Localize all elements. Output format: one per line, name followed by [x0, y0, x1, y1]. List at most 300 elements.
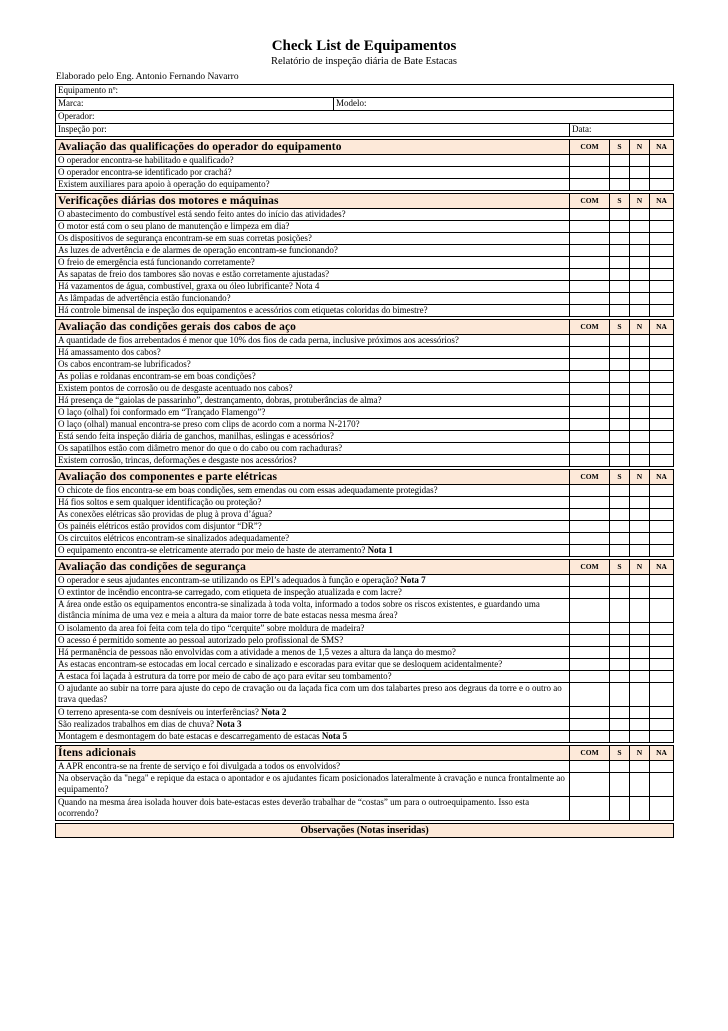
checklist-row	[56, 497, 674, 509]
col-s-header: S	[610, 140, 630, 155]
section-header	[56, 560, 674, 575]
marca-field[interactable]: Marca:	[56, 98, 334, 111]
n-checkbox-cell[interactable]	[630, 659, 650, 671]
question-text: Há controle bimensal de inspeção dos equipamentos e acessórios com etiquetas coloridas do bimestre?	[58, 305, 428, 315]
question-cell	[56, 635, 570, 647]
n-checkbox-cell[interactable]	[630, 545, 650, 557]
s-checkbox-cell[interactable]	[610, 383, 630, 395]
n-checkbox-cell[interactable]	[630, 761, 650, 773]
checklist-row	[56, 269, 674, 281]
question-cell	[56, 659, 570, 671]
n-checkbox-cell[interactable]	[630, 257, 650, 269]
com-cell[interactable]	[570, 509, 610, 521]
n-checkbox-cell[interactable]	[630, 575, 650, 587]
s-checkbox-cell[interactable]	[610, 509, 630, 521]
com-cell[interactable]	[570, 647, 610, 659]
info-table	[55, 84, 674, 137]
com-cell[interactable]	[570, 209, 610, 221]
s-checkbox-cell[interactable]	[610, 575, 630, 587]
checklist-row	[56, 683, 674, 707]
com-cell[interactable]	[570, 797, 610, 821]
na-checkbox-cell[interactable]	[650, 359, 674, 371]
com-cell[interactable]	[570, 371, 610, 383]
com-cell[interactable]	[570, 221, 610, 233]
checklist-row	[56, 257, 674, 269]
n-checkbox-cell[interactable]	[630, 797, 650, 821]
n-checkbox-cell[interactable]	[630, 455, 650, 467]
checklist-row	[56, 671, 674, 683]
question-text: O motor está com o seu plano de manutenção e limpeza em dia?	[58, 221, 290, 231]
n-checkbox-cell[interactable]	[630, 347, 650, 359]
checklist-row	[56, 575, 674, 587]
na-checkbox-cell[interactable]	[650, 443, 674, 455]
question-text: Montagem e desmontagem do bate estacas e descarregamento de estacas	[58, 731, 320, 741]
s-checkbox-cell[interactable]	[610, 155, 630, 167]
checklist-row	[56, 407, 674, 419]
question-cell	[56, 167, 570, 179]
s-checkbox-cell[interactable]	[610, 623, 630, 635]
com-cell[interactable]	[570, 305, 610, 317]
checklist-row	[56, 521, 674, 533]
n-checkbox-cell[interactable]	[630, 245, 650, 257]
question-cell	[56, 383, 570, 395]
na-checkbox-cell[interactable]	[650, 419, 674, 431]
nota-ref: Nota 7	[400, 575, 426, 585]
na-checkbox-cell[interactable]	[650, 455, 674, 467]
equipamento-field[interactable]: Equipamento nº:	[56, 85, 674, 98]
s-checkbox-cell[interactable]	[610, 647, 630, 659]
com-cell[interactable]	[570, 485, 610, 497]
na-checkbox-cell[interactable]	[650, 347, 674, 359]
checklist-row	[56, 635, 674, 647]
com-cell[interactable]	[570, 281, 610, 293]
na-checkbox-cell[interactable]	[650, 521, 674, 533]
n-checkbox-cell[interactable]	[630, 521, 650, 533]
checklist-row	[56, 359, 674, 371]
col-na-header: NA	[650, 560, 674, 575]
n-checkbox-cell[interactable]	[630, 719, 650, 731]
com-cell[interactable]	[570, 233, 610, 245]
question-text: As polias e roldanas encontram-se em boas condições?	[58, 371, 256, 381]
question-text: Está sendo feita inspeção diária de ganchos, manilhas, eslingas e acessórios?	[58, 431, 334, 441]
com-cell[interactable]	[570, 521, 610, 533]
s-checkbox-cell[interactable]	[610, 587, 630, 599]
col-n-header: N	[630, 560, 650, 575]
com-cell[interactable]	[570, 575, 610, 587]
checklist-table	[55, 137, 674, 838]
na-checkbox-cell[interactable]	[650, 623, 674, 635]
com-cell[interactable]	[570, 671, 610, 683]
n-checkbox-cell[interactable]	[630, 647, 650, 659]
question-cell	[56, 773, 570, 797]
s-checkbox-cell[interactable]	[610, 257, 630, 269]
question-cell	[56, 521, 570, 533]
question-text: A quantidade de fios arrebentados é menor que 10% dos fios de cada perna, inclusive próximos aos acessórios?	[58, 335, 459, 345]
s-checkbox-cell[interactable]	[610, 521, 630, 533]
s-checkbox-cell[interactable]	[610, 485, 630, 497]
question-cell	[56, 587, 570, 599]
com-cell[interactable]	[570, 587, 610, 599]
na-checkbox-cell[interactable]	[650, 719, 674, 731]
modelo-field[interactable]: Modelo:	[334, 98, 674, 111]
na-checkbox-cell[interactable]	[650, 155, 674, 167]
col-na-header: NA	[650, 470, 674, 485]
n-checkbox-cell[interactable]	[630, 221, 650, 233]
na-checkbox-cell[interactable]	[650, 257, 674, 269]
na-checkbox-cell[interactable]	[650, 647, 674, 659]
na-checkbox-cell[interactable]	[650, 533, 674, 545]
question-cell	[56, 419, 570, 431]
na-checkbox-cell[interactable]	[650, 497, 674, 509]
question-text: Há permanência de pessoas não envolvidas com a atividade a menos de 1,5 vezes a altura da lança do mesmo?	[58, 647, 456, 657]
col-na-header: NA	[650, 194, 674, 209]
na-checkbox-cell[interactable]	[650, 383, 674, 395]
checklist-row	[56, 383, 674, 395]
na-checkbox-cell[interactable]	[650, 407, 674, 419]
n-checkbox-cell[interactable]	[630, 707, 650, 719]
question-text: Há presença de “gaiolas de passarinho”, destrançamento, dobras, protuberâncias de alma?	[58, 395, 382, 405]
section-title: Ítens adicionais	[56, 746, 570, 761]
s-checkbox-cell[interactable]	[610, 371, 630, 383]
question-cell	[56, 269, 570, 281]
checklist-row	[56, 371, 674, 383]
na-checkbox-cell[interactable]	[650, 587, 674, 599]
n-checkbox-cell[interactable]	[630, 269, 650, 281]
na-checkbox-cell[interactable]	[650, 707, 674, 719]
com-cell[interactable]	[570, 599, 610, 623]
n-checkbox-cell[interactable]	[630, 371, 650, 383]
col-n-header: N	[630, 470, 650, 485]
checklist-row	[56, 233, 674, 245]
question-text: A área onde estão os equipamentos encontra-se sinalizada à toda volta, informado a todos sobre os riscos existentes, e guardando uma distância mínima de uma vez e meia a altura da maior torre de bate estacas nessa mesma área?	[58, 599, 540, 620]
na-checkbox-cell[interactable]	[650, 659, 674, 671]
s-checkbox-cell[interactable]	[610, 443, 630, 455]
n-checkbox-cell[interactable]	[630, 359, 650, 371]
na-checkbox-cell[interactable]	[650, 167, 674, 179]
section-title: Avaliação dos componentes e parte elétricas	[56, 470, 570, 485]
question-cell	[56, 545, 570, 557]
com-cell[interactable]	[570, 155, 610, 167]
com-cell[interactable]	[570, 533, 610, 545]
question-text: O isolamento da area foi feita com tela do tipo “cerquite” sobre moldura de madeira?	[58, 623, 365, 633]
question-cell	[56, 155, 570, 167]
s-checkbox-cell[interactable]	[610, 635, 630, 647]
com-cell[interactable]	[570, 443, 610, 455]
col-s-header: S	[610, 320, 630, 335]
com-cell[interactable]	[570, 761, 610, 773]
page-title: Check List de Equipamentos	[271, 38, 457, 54]
question-cell	[56, 509, 570, 521]
na-checkbox-cell[interactable]	[650, 545, 674, 557]
s-checkbox-cell[interactable]	[610, 221, 630, 233]
com-cell[interactable]	[570, 257, 610, 269]
checklist-row	[56, 647, 674, 659]
com-cell[interactable]	[570, 335, 610, 347]
section-header	[56, 140, 674, 155]
s-checkbox-cell[interactable]	[610, 209, 630, 221]
na-checkbox-cell[interactable]	[650, 509, 674, 521]
col-na-header: NA	[650, 320, 674, 335]
checklist-row	[56, 773, 674, 797]
question-text: O acesso é permitido somente ao pessoal autorizado pelo profissional de SMS?	[58, 635, 344, 645]
na-checkbox-cell[interactable]	[650, 671, 674, 683]
na-checkbox-cell[interactable]	[650, 221, 674, 233]
com-cell[interactable]	[570, 659, 610, 671]
s-checkbox-cell[interactable]	[610, 773, 630, 797]
na-checkbox-cell[interactable]	[650, 179, 674, 191]
s-checkbox-cell[interactable]	[610, 683, 630, 707]
com-cell[interactable]	[570, 431, 610, 443]
n-checkbox-cell[interactable]	[630, 233, 650, 245]
question-cell	[56, 233, 570, 245]
na-checkbox-cell[interactable]	[650, 305, 674, 317]
question-text: O laço (olhal) manual encontra-se preso com clips de acordo com a norma N-2170?	[58, 419, 360, 429]
n-checkbox-cell[interactable]	[630, 635, 650, 647]
na-checkbox-cell[interactable]	[650, 233, 674, 245]
com-cell[interactable]	[570, 179, 610, 191]
na-checkbox-cell[interactable]	[650, 431, 674, 443]
question-text: Os cabos encontram-se lubrificados?	[58, 359, 191, 369]
n-checkbox-cell[interactable]	[630, 305, 650, 317]
na-checkbox-cell[interactable]	[650, 293, 674, 305]
s-checkbox-cell[interactable]	[610, 659, 630, 671]
s-checkbox-cell[interactable]	[610, 293, 630, 305]
question-cell	[56, 575, 570, 587]
com-cell[interactable]	[570, 707, 610, 719]
s-checkbox-cell[interactable]	[610, 599, 630, 623]
s-checkbox-cell[interactable]	[610, 707, 630, 719]
question-cell	[56, 647, 570, 659]
na-checkbox-cell[interactable]	[650, 281, 674, 293]
col-n-header: N	[630, 320, 650, 335]
question-text: Na observação da "nega" e repique da estaca o apontador e os ajudantes ficam posicionados lateralmente à cravação e nunca frontalmente ao equipamento?	[58, 773, 565, 794]
com-cell[interactable]	[570, 383, 610, 395]
s-checkbox-cell[interactable]	[610, 245, 630, 257]
checklist-row	[56, 485, 674, 497]
com-cell[interactable]	[570, 419, 610, 431]
col-na-header: NA	[650, 140, 674, 155]
author-line: Elaborado pelo Eng. Antonio Fernando Navarro	[56, 72, 239, 82]
na-checkbox-cell[interactable]	[650, 773, 674, 797]
nota-ref: Nota 2	[261, 707, 287, 717]
na-checkbox-cell[interactable]	[650, 245, 674, 257]
question-text: Os dispositivos de segurança encontram-se em suas corretas posições?	[58, 233, 312, 243]
com-cell[interactable]	[570, 623, 610, 635]
question-cell	[56, 257, 570, 269]
col-com-header: COM	[570, 560, 610, 575]
s-checkbox-cell[interactable]	[610, 167, 630, 179]
question-text: Há vazamentos de água, combustível, graxa ou óleo lubrificante? Nota 4	[58, 281, 320, 291]
section-header	[56, 746, 674, 761]
question-cell	[56, 719, 570, 731]
col-com-header: COM	[570, 746, 610, 761]
n-checkbox-cell[interactable]	[630, 419, 650, 431]
checklist-row	[56, 179, 674, 191]
col-s-header: S	[610, 194, 630, 209]
s-checkbox-cell[interactable]	[610, 335, 630, 347]
s-checkbox-cell[interactable]	[610, 419, 630, 431]
question-text: O chicote de fios encontra-se em boas condições, sem emendas ou com essas adequadamente protegidas?	[58, 485, 438, 495]
n-checkbox-cell[interactable]	[630, 293, 650, 305]
com-cell[interactable]	[570, 455, 610, 467]
na-checkbox-cell[interactable]	[650, 797, 674, 821]
checklist-row	[56, 443, 674, 455]
section-title: Avaliação das condições de segurança	[56, 560, 570, 575]
col-n-header: N	[630, 140, 650, 155]
question-text: O ajudante ao subir na torre para ajuste do cepo de cravação ou da laçada fica com um dos talabartes preso aos degraus da torre e o outro ao trava quedas?	[58, 683, 562, 704]
col-n-header: N	[630, 746, 650, 761]
question-cell	[56, 371, 570, 383]
n-checkbox-cell[interactable]	[630, 335, 650, 347]
question-text: O abastecimento do combustível está sendo feito antes do início das atividades?	[58, 209, 346, 219]
na-checkbox-cell[interactable]	[650, 683, 674, 707]
checklist-row	[56, 167, 674, 179]
n-checkbox-cell[interactable]	[630, 623, 650, 635]
s-checkbox-cell[interactable]	[610, 455, 630, 467]
na-checkbox-cell[interactable]	[650, 731, 674, 743]
question-cell	[56, 797, 570, 821]
s-checkbox-cell[interactable]	[610, 395, 630, 407]
checklist-row	[56, 509, 674, 521]
na-checkbox-cell[interactable]	[650, 485, 674, 497]
question-text: O equipamento encontra-se eletricamente aterrado por meio de haste de aterramento?	[58, 545, 366, 555]
na-checkbox-cell[interactable]	[650, 635, 674, 647]
com-cell[interactable]	[570, 407, 610, 419]
s-checkbox-cell[interactable]	[610, 407, 630, 419]
section-header	[56, 320, 674, 335]
n-checkbox-cell[interactable]	[630, 209, 650, 221]
question-text: Quando na mesma área isolada houver dois bate-estacas estes deverão trabalhar de “costas” um para o outroequipamento. Isso esta ocorrendo?	[58, 797, 530, 818]
s-checkbox-cell[interactable]	[610, 761, 630, 773]
question-text: As sapatas de freio dos tambores são novas e estão corretamente ajustadas?	[58, 269, 330, 279]
s-checkbox-cell[interactable]	[610, 719, 630, 731]
com-cell[interactable]	[570, 245, 610, 257]
col-na-header: NA	[650, 746, 674, 761]
col-s-header: S	[610, 746, 630, 761]
n-checkbox-cell[interactable]	[630, 731, 650, 743]
na-checkbox-cell[interactable]	[650, 371, 674, 383]
checklist-row	[56, 209, 674, 221]
com-cell[interactable]	[570, 347, 610, 359]
question-cell	[56, 761, 570, 773]
na-checkbox-cell[interactable]	[650, 269, 674, 281]
com-cell[interactable]	[570, 293, 610, 305]
na-checkbox-cell[interactable]	[650, 575, 674, 587]
checklist-row	[56, 659, 674, 671]
com-cell[interactable]	[570, 545, 610, 557]
com-cell[interactable]	[570, 269, 610, 281]
question-text: Existem auxiliares para apoio à operação do equipamento?	[58, 179, 270, 189]
s-checkbox-cell[interactable]	[610, 431, 630, 443]
s-checkbox-cell[interactable]	[610, 731, 630, 743]
nota-ref: Nota 3	[216, 719, 242, 729]
com-cell[interactable]	[570, 635, 610, 647]
n-checkbox-cell[interactable]	[630, 773, 650, 797]
question-text: As luzes de advertência e de alarmes de operação encontram-se funcionando?	[58, 245, 338, 255]
inspecao-field[interactable]: Inspeção por:	[56, 124, 570, 137]
com-cell[interactable]	[570, 683, 610, 707]
checklist-row	[56, 533, 674, 545]
page-subtitle: Relatório de inspeção diária de Bate Estacas	[270, 56, 457, 67]
observacoes-header: Observações (Notas inseridas)	[56, 824, 674, 838]
n-checkbox-cell[interactable]	[630, 167, 650, 179]
com-cell[interactable]	[570, 719, 610, 731]
section-header	[56, 194, 674, 209]
n-checkbox-cell[interactable]	[630, 407, 650, 419]
s-checkbox-cell[interactable]	[610, 233, 630, 245]
n-checkbox-cell[interactable]	[630, 383, 650, 395]
question-text: O laço (olhal) foi conformado em “Trançado Flamengo”?	[58, 407, 266, 417]
question-cell	[56, 497, 570, 509]
checklist-row	[56, 245, 674, 257]
com-cell[interactable]	[570, 731, 610, 743]
n-checkbox-cell[interactable]	[630, 485, 650, 497]
com-cell[interactable]	[570, 773, 610, 797]
operador-field[interactable]: Operador:	[56, 111, 674, 124]
question-cell	[56, 281, 570, 293]
checklist-row	[56, 293, 674, 305]
n-checkbox-cell[interactable]	[630, 395, 650, 407]
s-checkbox-cell[interactable]	[610, 305, 630, 317]
checklist-row	[56, 281, 674, 293]
question-text: O operador encontra-se habilitado e qualificado?	[58, 155, 234, 165]
n-checkbox-cell[interactable]	[630, 587, 650, 599]
s-checkbox-cell[interactable]	[610, 347, 630, 359]
checklist-row	[56, 587, 674, 599]
na-checkbox-cell[interactable]	[650, 335, 674, 347]
question-cell	[56, 683, 570, 707]
n-checkbox-cell[interactable]	[630, 533, 650, 545]
n-checkbox-cell[interactable]	[630, 443, 650, 455]
n-checkbox-cell[interactable]	[630, 497, 650, 509]
data-field[interactable]: Data:	[570, 124, 674, 137]
n-checkbox-cell[interactable]	[630, 671, 650, 683]
na-checkbox-cell[interactable]	[650, 209, 674, 221]
na-checkbox-cell[interactable]	[650, 395, 674, 407]
n-checkbox-cell[interactable]	[630, 155, 650, 167]
n-checkbox-cell[interactable]	[630, 431, 650, 443]
n-checkbox-cell[interactable]	[630, 179, 650, 191]
com-cell[interactable]	[570, 497, 610, 509]
n-checkbox-cell[interactable]	[630, 281, 650, 293]
com-cell[interactable]	[570, 359, 610, 371]
s-checkbox-cell[interactable]	[610, 497, 630, 509]
question-cell	[56, 485, 570, 497]
na-checkbox-cell[interactable]	[650, 761, 674, 773]
question-cell	[56, 293, 570, 305]
question-cell	[56, 407, 570, 419]
s-checkbox-cell[interactable]	[610, 269, 630, 281]
na-checkbox-cell[interactable]	[650, 599, 674, 623]
s-checkbox-cell[interactable]	[610, 359, 630, 371]
com-cell[interactable]	[570, 395, 610, 407]
s-checkbox-cell[interactable]	[610, 671, 630, 683]
s-checkbox-cell[interactable]	[610, 281, 630, 293]
s-checkbox-cell[interactable]	[610, 797, 630, 821]
com-cell[interactable]	[570, 167, 610, 179]
question-text: O terreno apresenta-se com desníveis ou interferências?	[58, 707, 259, 717]
question-cell	[56, 179, 570, 191]
question-cell	[56, 533, 570, 545]
s-checkbox-cell[interactable]	[610, 545, 630, 557]
n-checkbox-cell[interactable]	[630, 599, 650, 623]
n-checkbox-cell[interactable]	[630, 509, 650, 521]
s-checkbox-cell[interactable]	[610, 533, 630, 545]
question-cell	[56, 443, 570, 455]
n-checkbox-cell[interactable]	[630, 683, 650, 707]
checklist-row	[56, 347, 674, 359]
s-checkbox-cell[interactable]	[610, 179, 630, 191]
